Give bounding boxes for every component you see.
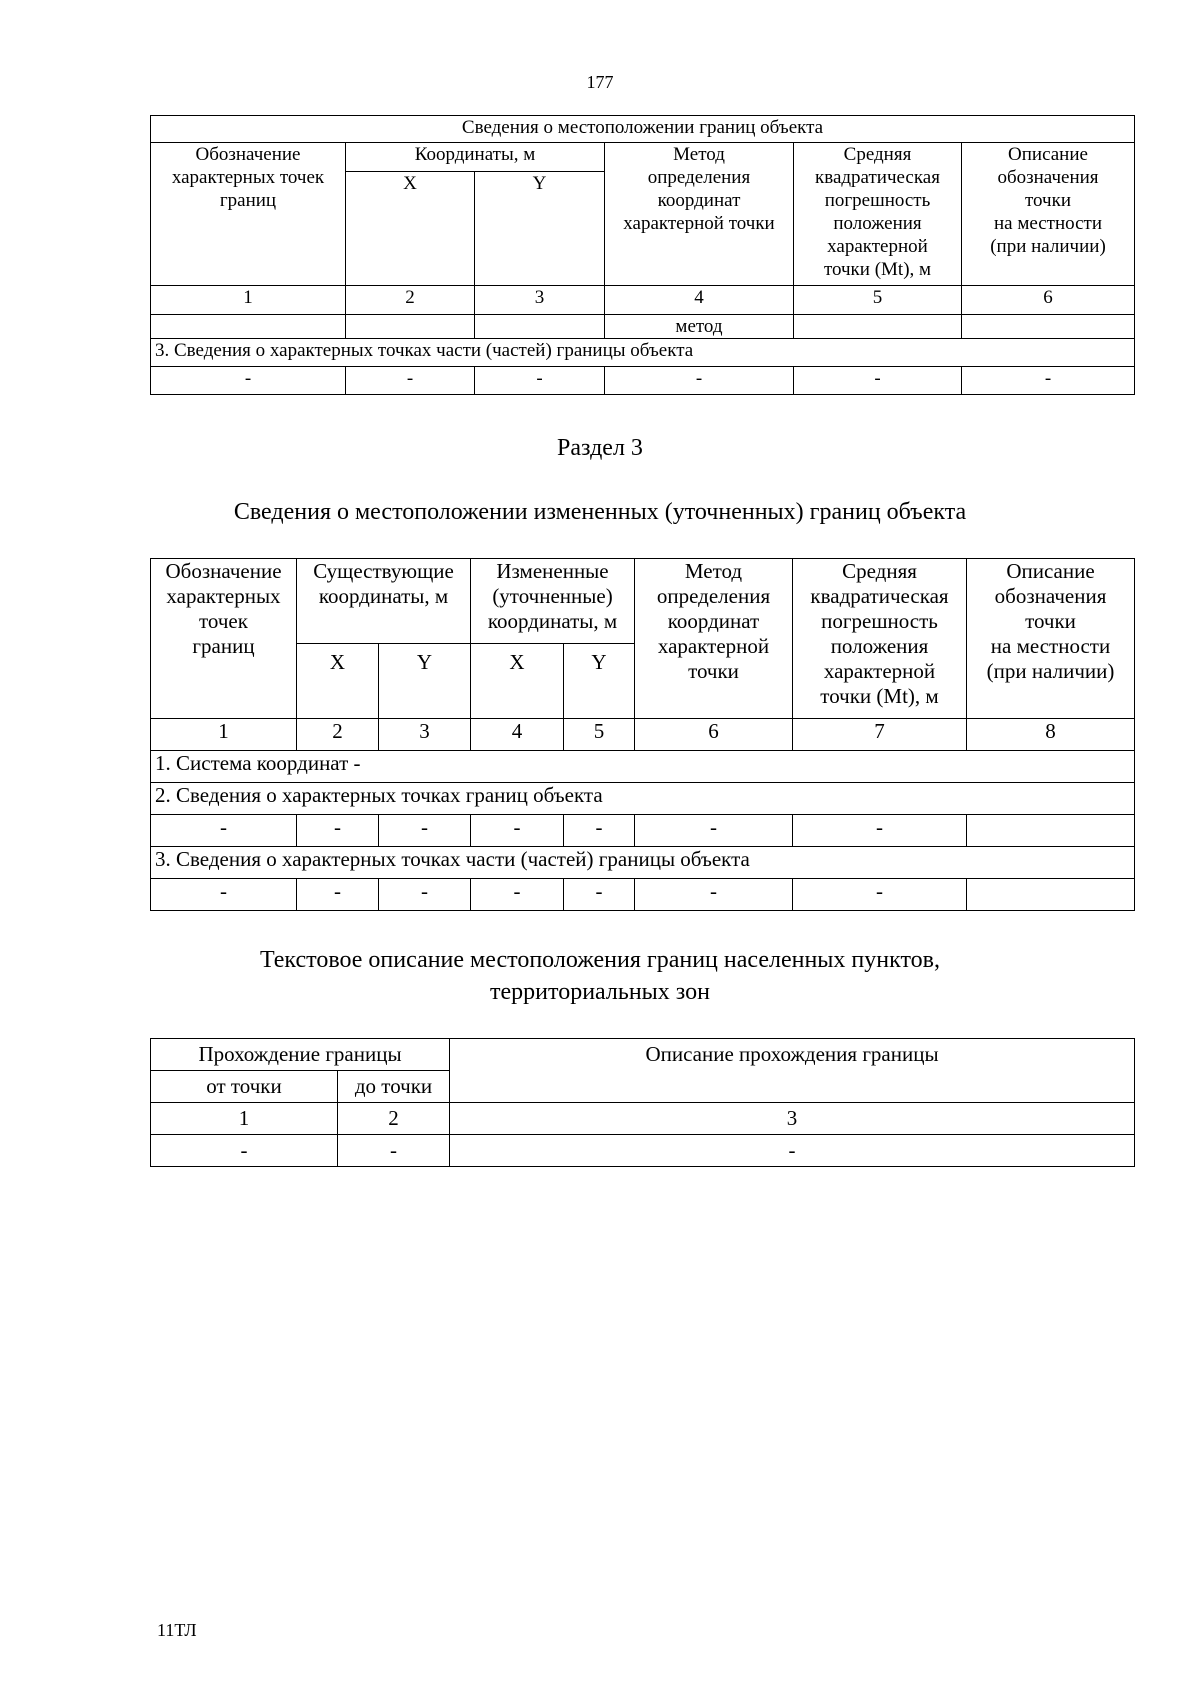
page-number: 177	[586, 72, 614, 92]
dash-cell: -	[475, 367, 605, 395]
dash-cell: -	[450, 1135, 1135, 1167]
dash-cell: -	[793, 815, 967, 847]
table-caption: Сведения о местоположении границ объекта	[151, 116, 1135, 143]
dash-cell: -	[471, 815, 564, 847]
header-boundary-passage: Прохождение границы	[151, 1039, 450, 1071]
dash-cell: -	[793, 879, 967, 911]
header-y: Y	[475, 172, 605, 286]
column-number: 5	[794, 286, 962, 315]
header-mean-error: Средняя квадратическая погрешность положения характерной точки (Mt), м	[794, 143, 962, 286]
header-point-designation: Обозначение характерных точек границ	[151, 143, 346, 286]
empty-cell	[967, 815, 1135, 847]
column-number: 4	[471, 719, 564, 751]
empty-cell	[475, 315, 605, 339]
header-description: Описание обозначения точки на местности (при наличии)	[962, 143, 1135, 286]
section-row: 3. Сведения о характерных точках части (частей) границы объекта	[151, 847, 1135, 879]
empty-cell	[962, 315, 1135, 339]
header-changed-coordinates: Измененные (уточненные) координаты, м	[471, 559, 635, 644]
column-number: 2	[297, 719, 379, 751]
section-label: Раздел 3	[557, 435, 643, 461]
header-point-designation: Обозначение характерных точек границ	[151, 559, 297, 719]
header-passage-description: Описание прохождения границы	[450, 1039, 1135, 1103]
column-number: 3	[450, 1103, 1135, 1135]
header-x: X	[346, 172, 475, 286]
column-number: 7	[793, 719, 967, 751]
boundary-location-table	[150, 115, 1135, 395]
dash-cell: -	[379, 879, 471, 911]
column-number: 8	[967, 719, 1135, 751]
empty-cell	[967, 879, 1135, 911]
section-row: 3. Сведения о характерных точках части (частей) границы объекта	[151, 339, 1135, 367]
header-x: X	[297, 644, 379, 719]
column-number: 3	[475, 286, 605, 315]
dash-cell: -	[297, 879, 379, 911]
column-number: 5	[564, 719, 635, 751]
section-row: 2. Сведения о характерных точках границ объекта	[151, 783, 1135, 815]
text-description-title: Текстовое описание местоположения границ населенных пунктов, территориальных зон	[260, 947, 940, 1005]
column-number: 3	[379, 719, 471, 751]
header-coordinates: Координаты, м	[346, 143, 605, 172]
column-number: 1	[151, 286, 346, 315]
header-mean-error: Средняя квадратическая погрешность положения характерной точки (Mt), м	[793, 559, 967, 719]
header-description: Описание обозначения точки на местности (при наличии)	[967, 559, 1135, 719]
column-number: 2	[346, 286, 475, 315]
column-number: 2	[338, 1103, 450, 1135]
dash-cell: -	[151, 1135, 338, 1167]
column-number: 4	[605, 286, 794, 315]
dash-cell: -	[605, 367, 794, 395]
column-number: 6	[635, 719, 793, 751]
header-from-point: от точки	[151, 1071, 338, 1103]
header-to-point: до точки	[338, 1071, 450, 1103]
dash-cell: -	[635, 815, 793, 847]
header-method: Метод определения координат характерной точки	[635, 559, 793, 719]
header-method: Метод определения координат характерной точки	[605, 143, 794, 286]
header-y: Y	[379, 644, 471, 719]
dash-cell: -	[151, 815, 297, 847]
section-title: Сведения о местоположении измененных (уточненных) границ объекта	[233, 499, 967, 525]
section-row: 1. Система координат -	[151, 751, 1135, 783]
dash-cell: -	[297, 815, 379, 847]
empty-cell	[794, 315, 962, 339]
header-existing-coordinates: Существующие координаты, м	[297, 559, 471, 644]
column-number: 6	[962, 286, 1135, 315]
dash-cell: -	[338, 1135, 450, 1167]
empty-cell	[151, 315, 346, 339]
dash-cell: -	[962, 367, 1135, 395]
dash-cell: -	[151, 879, 297, 911]
column-number: 1	[151, 1103, 338, 1135]
method-cell: метод	[605, 315, 794, 339]
dash-cell: -	[151, 367, 346, 395]
dash-cell: -	[346, 367, 475, 395]
dash-cell: -	[564, 879, 635, 911]
dash-cell: -	[635, 879, 793, 911]
header-y: Y	[564, 644, 635, 719]
dash-cell: -	[794, 367, 962, 395]
empty-cell	[346, 315, 475, 339]
footer-code: 11ТЛ	[157, 1620, 197, 1640]
dash-cell: -	[379, 815, 471, 847]
changed-boundaries-table	[150, 558, 1135, 911]
column-number: 1	[151, 719, 297, 751]
dash-cell: -	[564, 815, 635, 847]
dash-cell: -	[471, 879, 564, 911]
header-x: X	[471, 644, 564, 719]
boundary-passage-table	[150, 1038, 1135, 1167]
